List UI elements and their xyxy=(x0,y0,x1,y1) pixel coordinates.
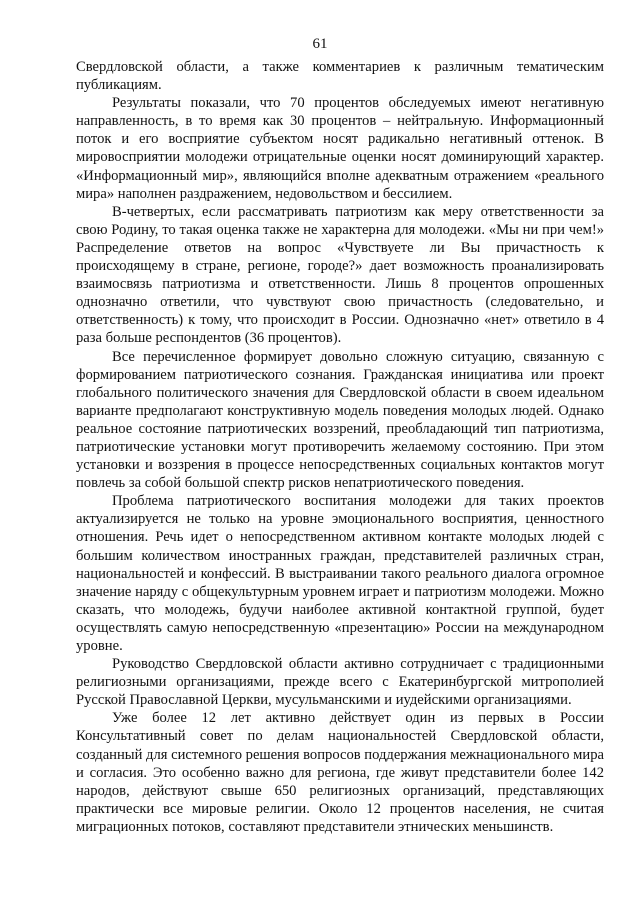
paragraph-6: Руководство Свердловской области активно сотрудничает с традиционными религиозными организациями, прежде всего с Екатеринбургской митрополией Русской Православной Церкви, мусульманскими и иудейскими организациями. xyxy=(76,656,604,709)
paragraph-1: Свердловской области, а также комментариев к различным тематическим публикациям. xyxy=(76,59,604,94)
body-text xyxy=(76,58,604,836)
paragraph-4: Все перечисленное формирует довольно сложную ситуацию, связанную с формированием патриотического сознания. Гражданская инициатива или проект глобального политического значения для Свердловской области в своем идеальном варианте предполагают конструктивную модель поведения молодых людей. Однако реальное состояние патриотических воззрений, преобладающий тип патриотизма, патриотические установки могут противоречить желаемому состоянию. При этом установки и воззрения в процессе непосредственных социальных контактов могут повлечь за собой большой спектр рисков непатриотического поведения. xyxy=(76,348,604,492)
paragraph-5: Проблема патриотического воспитания молодежи для таких проектов актуализируется не только на уровне эмоционального восприятия, ценностного отношения. Речь идет о непосредственном активном контакте молодых людей с большим количеством иностранных граждан, представителей различных стран, национальностей и конфессий. В выстраивании такого реального диалога огромное значение наряду с общекультурным уровнем играет и патриотизм молодежи. Можно сказать, что молодежь, будучи наиболее активной контактной группой, будет осуществлять самую непосредственную «презентацию» России на международном уровне. xyxy=(76,493,604,654)
paragraph-3: В-четвертых, если рассматривать патриотизм как меру ответственности за свою Родину, то такая оценка также не характерна для молодежи. «Мы ни при чем!» Распределение ответов на вопрос «Чувствуете ли Вы причастность к происходящему в стране, регионе, городе?» дает возможность проанализировать взаимосвязь патриотизма и ответственности. Лишь 8 процентов опрошенных однозначно ответили, что чувствуют свою причастность (следовательно, и ответственность) к тому, что происходит в России. Однозначно «нет» ответило в 4 раза больше респондентов (36 процентов). xyxy=(76,203,604,347)
paragraph-7: Уже более 12 лет активно действует один из первых в России Консультативный совет по делам национальностей Свердловской области, созданный для системного решения вопросов поддержания межнационального мира и согласия. Это особенно важно для региона, где живут представители более 142 народов, действуют свыше 650 религиозных организаций, представляющих практически все мировые религии. Около 12 процентов населения, не считая миграционных потоков, составляют представители этнических меньшинств. xyxy=(76,710,604,835)
paragraph-2: Результаты показали, что 70 процентов обследуемых имеют негативную направленность, в то время как 30 процентов – нейтральную. Информационный поток и его восприятие субъектом носят радикально негативный оттенок. В мировосприятии молодежи отрицательные оценки носят доминирующий характер. «Информационный мир», являющийся вполне адекватным отражением «реального мира» наполнен раздражением, недовольством и бессилием. xyxy=(76,95,604,202)
page-number: 61 xyxy=(312,36,328,52)
